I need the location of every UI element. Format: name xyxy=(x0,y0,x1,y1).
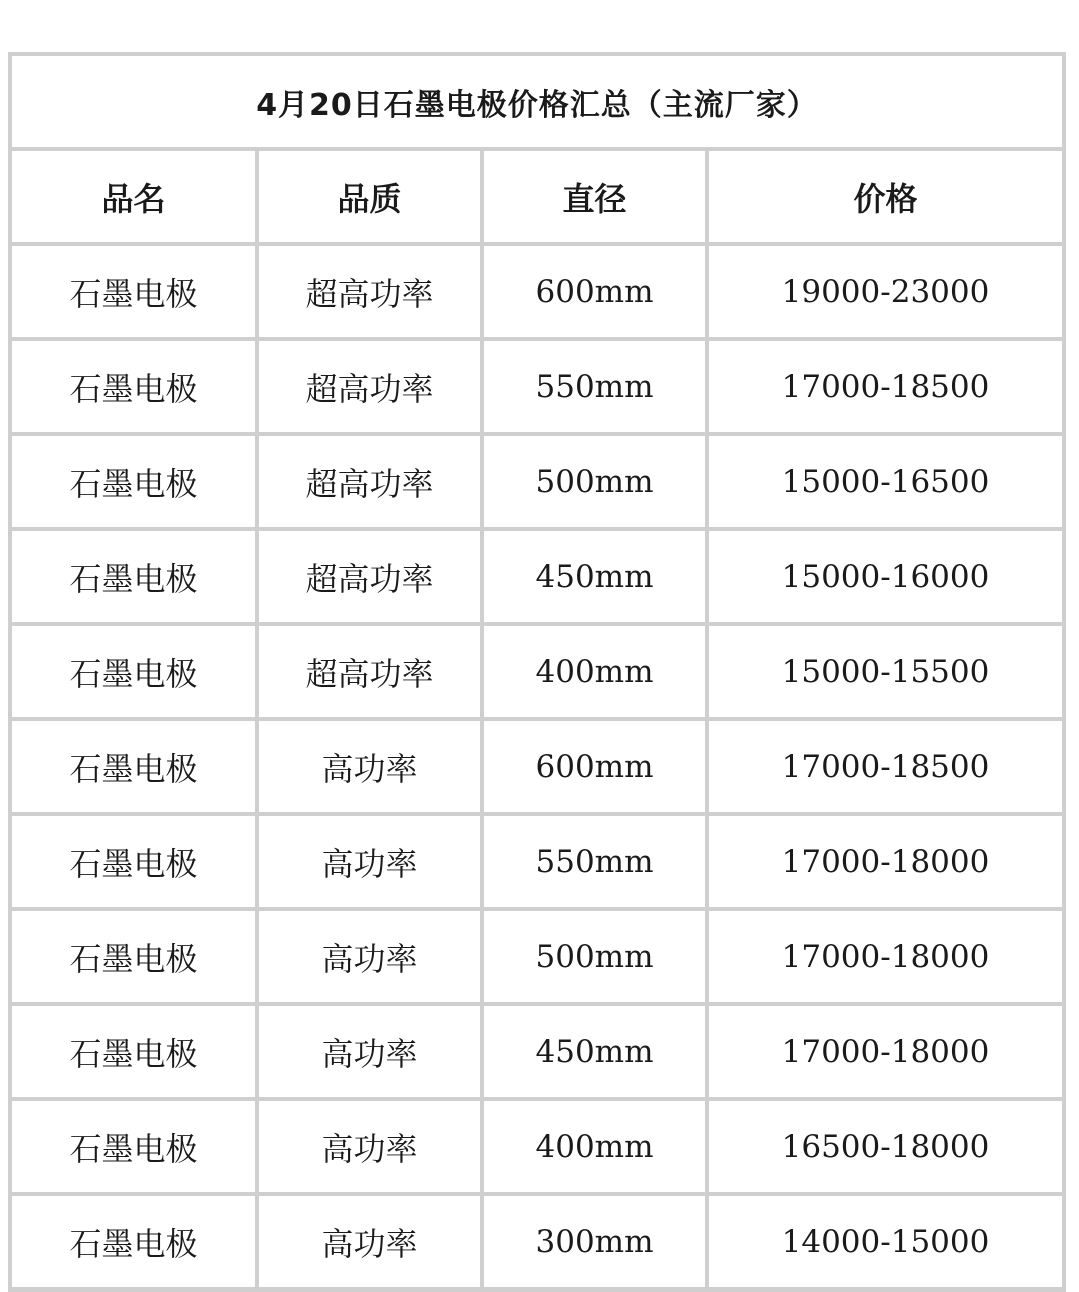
cell-price: 16500-18000 xyxy=(709,1101,1062,1192)
cell-price: 17000-18000 xyxy=(709,816,1062,907)
column-header-price: 价格 xyxy=(709,151,1062,242)
column-header-name: 品名 xyxy=(12,151,255,242)
cell-diameter: 500mm xyxy=(484,911,705,1002)
cell-diameter: 450mm xyxy=(484,1006,705,1097)
cell-product-name: 石墨电极 xyxy=(12,246,255,337)
table-row xyxy=(12,246,1062,337)
table-row xyxy=(12,436,1062,527)
table-row xyxy=(12,531,1062,622)
cell-product-name: 石墨电极 xyxy=(12,626,255,717)
price-table-frame xyxy=(8,52,1066,1292)
cell-price: 17000-18000 xyxy=(709,911,1062,1002)
cell-diameter: 450mm xyxy=(484,531,705,622)
header-row xyxy=(12,151,1062,242)
cell-product-name: 石墨电极 xyxy=(12,436,255,527)
table-row xyxy=(12,721,1062,812)
table-title: 4月20日石墨电极价格汇总（主流厂家） xyxy=(12,56,1062,147)
cell-diameter: 500mm xyxy=(484,436,705,527)
cell-price: 15000-15500 xyxy=(709,626,1062,717)
cell-product-name: 石墨电极 xyxy=(12,911,255,1002)
cell-grade: 高功率 xyxy=(259,721,480,812)
cell-product-name: 石墨电极 xyxy=(12,1006,255,1097)
cell-product-name: 石墨电极 xyxy=(12,1101,255,1192)
cell-grade: 高功率 xyxy=(259,1006,480,1097)
table-row xyxy=(12,816,1062,907)
cell-grade: 超高功率 xyxy=(259,341,480,432)
price-table xyxy=(8,52,1066,1291)
cell-price: 17000-18500 xyxy=(709,721,1062,812)
cell-price: 14000-15000 xyxy=(709,1196,1062,1287)
cell-product-name: 石墨电极 xyxy=(12,721,255,812)
table-row xyxy=(12,626,1062,717)
cell-diameter: 550mm xyxy=(484,341,705,432)
cell-grade: 高功率 xyxy=(259,911,480,1002)
table-row xyxy=(12,1101,1062,1192)
cell-price: 17000-18000 xyxy=(709,1006,1062,1097)
cell-grade: 超高功率 xyxy=(259,531,480,622)
column-header-grade: 品质 xyxy=(259,151,480,242)
cell-diameter: 300mm xyxy=(484,1196,705,1287)
cell-price: 19000-23000 xyxy=(709,246,1062,337)
cell-diameter: 600mm xyxy=(484,721,705,812)
cell-product-name: 石墨电极 xyxy=(12,341,255,432)
cell-grade: 超高功率 xyxy=(259,246,480,337)
cell-grade: 高功率 xyxy=(259,816,480,907)
table-row xyxy=(12,341,1062,432)
cell-product-name: 石墨电极 xyxy=(12,1196,255,1287)
cell-diameter: 400mm xyxy=(484,626,705,717)
cell-diameter: 550mm xyxy=(484,816,705,907)
title-row xyxy=(12,56,1062,147)
cell-product-name: 石墨电极 xyxy=(12,816,255,907)
cell-diameter: 400mm xyxy=(484,1101,705,1192)
cell-grade: 超高功率 xyxy=(259,436,480,527)
table-row xyxy=(12,911,1062,1002)
cell-grade: 高功率 xyxy=(259,1101,480,1192)
cell-price: 15000-16500 xyxy=(709,436,1062,527)
column-header-diameter: 直径 xyxy=(484,151,705,242)
table-row xyxy=(12,1196,1062,1287)
table-row xyxy=(12,1006,1062,1097)
cell-price: 17000-18500 xyxy=(709,341,1062,432)
cell-diameter: 600mm xyxy=(484,246,705,337)
cell-grade: 高功率 xyxy=(259,1196,480,1287)
cell-product-name: 石墨电极 xyxy=(12,531,255,622)
cell-price: 15000-16000 xyxy=(709,531,1062,622)
cell-grade: 超高功率 xyxy=(259,626,480,717)
